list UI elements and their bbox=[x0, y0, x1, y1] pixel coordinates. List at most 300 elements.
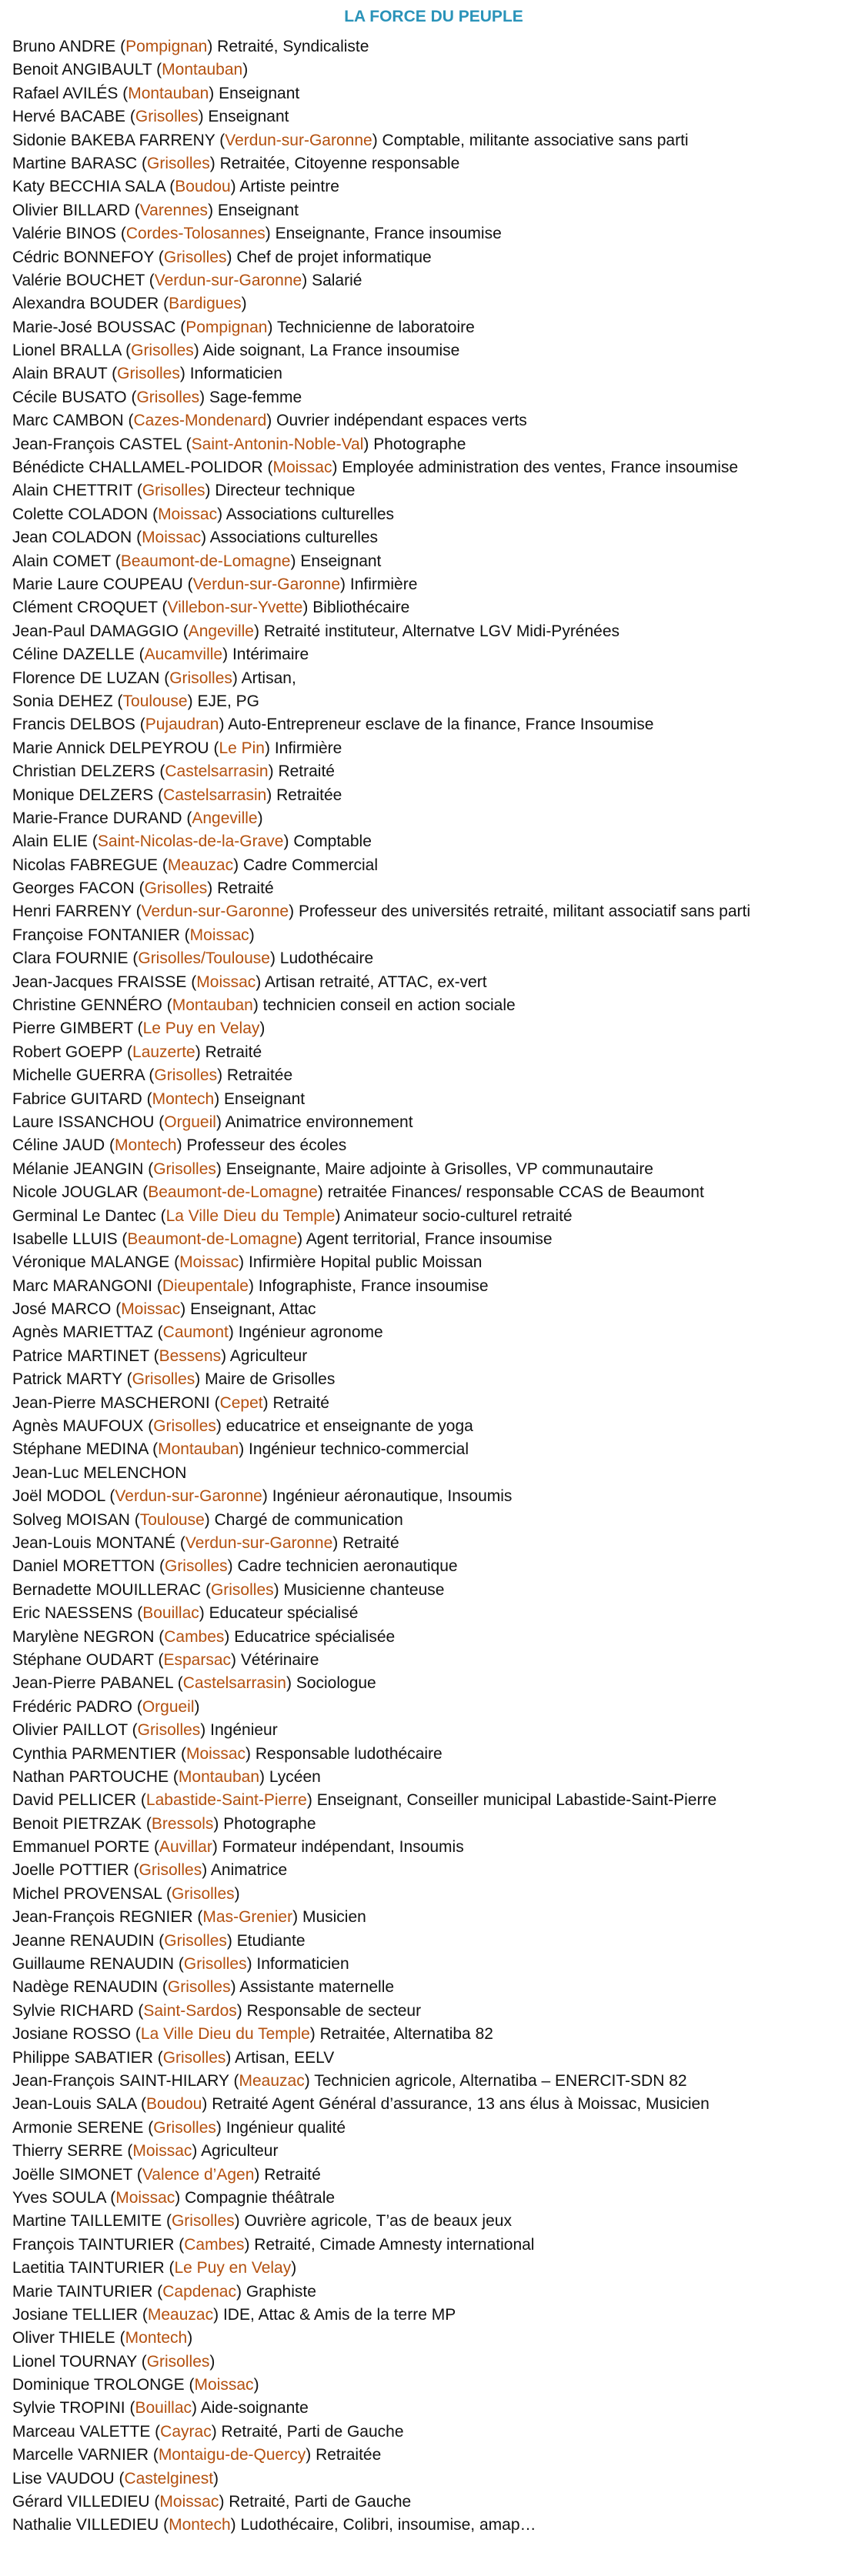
signatory-entry: Pierre GIMBERT (Le Puy en Velay) bbox=[12, 1019, 266, 1038]
signatory-city: Beaumont-de-Lomagne bbox=[127, 1230, 298, 1248]
signatory-description: Animatrice environnement bbox=[225, 1113, 413, 1131]
signatory-name: Benoit ANGIBAULT bbox=[12, 61, 152, 79]
signatory-entry: Alain ELIE (Saint-Nicolas-de-la-Grave) Comptable bbox=[12, 833, 372, 851]
signatory-entry: Florence DE LUZAN (Grisolles) Artisan, bbox=[12, 669, 296, 687]
signatory-description: Retraité bbox=[342, 1534, 399, 1552]
signatory-entry: Marc MARANGONI (Dieupentale) Infographiste, France insoumise bbox=[12, 1276, 489, 1295]
signatory-name: Germinal Le Dantec bbox=[12, 1206, 156, 1225]
signatory-name: Jean-Pierre MASCHERONI bbox=[12, 1393, 210, 1412]
signatory-description: Ludothécaire bbox=[279, 949, 374, 968]
signatory-name: Christian DELZERS bbox=[12, 762, 155, 781]
signatory-description: Ingénieur bbox=[210, 1721, 278, 1740]
signatory-description: Agriculteur bbox=[201, 2142, 279, 2161]
signatory-name: Jean-François CASTEL bbox=[12, 435, 182, 453]
signatory-name: Sylvie RICHARD bbox=[12, 2001, 134, 2020]
signatory-city: Montech bbox=[125, 2329, 188, 2347]
signatory-name: Martine TAILLEMITE bbox=[12, 2212, 162, 2231]
signatory-entry: Joëlle SIMONET (Valence d’Agen) Retraité bbox=[12, 2165, 321, 2184]
signatory-description: Artisan, bbox=[241, 669, 296, 687]
signatory-entry: Jean-Paul DAMAGGIO (Angeville) Retraité instituteur, Alternatve LGV Midi-Pyrénées bbox=[12, 622, 620, 640]
signatory-entry: Jeanne RENAUDIN (Grisolles) Etudiante bbox=[12, 1931, 306, 1950]
signatory-name: Joël MODOL bbox=[12, 1487, 105, 1506]
signatory-city: Varennes bbox=[139, 201, 209, 219]
signatory-description: Graphiste bbox=[245, 2282, 316, 2301]
signatory-description: Informaticien bbox=[256, 1955, 349, 1974]
signatory-city: Aucamville bbox=[144, 646, 223, 664]
signatory-entry: Marcelle VARNIER (Montaigu-de-Quercy) Retraitée bbox=[12, 2446, 382, 2464]
signatory-entry: Céline JAUD (Montech) Professeur des écoles bbox=[12, 1136, 347, 1155]
signatory-city: La Ville Dieu du Temple bbox=[140, 2025, 310, 2044]
signatory-city: Grisolles bbox=[136, 388, 200, 406]
signatory-name: Bernadette MOUILLERAC bbox=[12, 1580, 202, 1599]
signatory-entry: Sylvie TROPINI (Bouillac) Aide-soignante bbox=[12, 2399, 309, 2418]
signatory-entry: Jean-Louis SALA (Boudou) Retraité Agent Général d’assurance, 13 ans élus à Moissac, Musicien bbox=[12, 2095, 710, 2114]
signatory-description: Retraité instituteur, Alternatve LGV Midi-Pyrénées bbox=[263, 622, 620, 640]
signatory-description: Artiste peintre bbox=[239, 178, 339, 196]
signatory-description: Agent territorial, France insoumise bbox=[306, 1230, 553, 1248]
signatory-entry: Nadège RENAUDIN (Grisolles) Assistante maternelle bbox=[12, 1978, 395, 1997]
signatory-entry: Georges FACON (Grisolles) Retraité bbox=[12, 879, 274, 898]
signatory-entry: Marie TAINTURIER (Capdenac) Graphiste bbox=[12, 2282, 316, 2301]
signatory-name: Guillaume RENAUDIN bbox=[12, 1955, 175, 1974]
signatory-description: Comptable bbox=[293, 833, 372, 851]
signatory-city: Lauzerte bbox=[132, 1043, 195, 1061]
signatory-name: Patrice MARTINET bbox=[12, 1346, 149, 1365]
signatory-city: Angeville bbox=[188, 622, 254, 640]
signatory-entry: Jean-Pierre MASCHERONI (Cepet) Retraité bbox=[12, 1393, 329, 1412]
signatory-city: Montauban bbox=[128, 84, 209, 102]
signatory-entry: Fabrice GUITARD (Montech) Enseignant bbox=[12, 1089, 306, 1108]
signatory-description: Retraitée, Citoyenne responsable bbox=[219, 154, 460, 172]
signatory-description: Infirmière bbox=[274, 739, 342, 757]
signatory-city: Cepet bbox=[219, 1393, 263, 1412]
signatory-name: Oliver THIELE bbox=[12, 2329, 115, 2347]
signatory-name: Mélanie JEANGIN bbox=[12, 1160, 144, 1178]
signatory-city: Grisolles bbox=[131, 342, 194, 360]
signatory-city: Grisolles bbox=[164, 1931, 227, 1950]
signatory-entry: Francis DELBOS (Pujaudran) Auto-Entrepreneur esclave de la finance, France Insoumise bbox=[12, 716, 654, 734]
page-title: LA FORCE DU PEUPLE bbox=[344, 8, 523, 25]
signatory-city: Toulouse bbox=[139, 1510, 205, 1529]
signatory-city: Cordes-Tolosannes bbox=[125, 225, 266, 243]
signatory-name: Céline JAUD bbox=[12, 1136, 105, 1155]
signatory-name: Valérie BINOS bbox=[12, 225, 116, 243]
signatory-city: Boudou bbox=[175, 178, 231, 196]
signatory-city: Castelsarrasin bbox=[182, 1674, 286, 1693]
signatory-entry: Jean-Pierre PABANEL (Castelsarrasin) Sociologue bbox=[12, 1674, 376, 1693]
signatory-city: Orgueil bbox=[164, 1113, 216, 1131]
signatory-name: Frédéric PADRO bbox=[12, 1697, 132, 1716]
signatory-entry: Nathan PARTOUCHE (Montauban) Lycéen bbox=[12, 1767, 321, 1786]
signatory-name: Marie TAINTURIER bbox=[12, 2282, 153, 2301]
signatory-city: Grisolles bbox=[153, 1417, 216, 1436]
signatory-description: Maire de Grisolles bbox=[205, 1370, 336, 1389]
signatory-entry: Laetitia TAINTURIER (Le Puy en Velay) bbox=[12, 2259, 297, 2277]
signatory-entry: Yves SOULA (Moissac) Compagnie théâtrale bbox=[12, 2188, 336, 2207]
signatory-description: Professeur des écoles bbox=[186, 1136, 347, 1155]
signatory-entry: Agnès MARIETTAZ (Caumont) Ingénieur agronome bbox=[12, 1323, 383, 1342]
signatory-entry: François TAINTURIER (Cambes) Retraité, Cimade Amnesty international bbox=[12, 2235, 535, 2254]
signatory-entry: Bénédicte CHALLAMEL-POLIDOR (Moissac) Employée administration des ventes, France insoumise bbox=[12, 459, 739, 477]
signatory-city: Grisolles bbox=[171, 1884, 235, 1903]
signatory-description: Photographe bbox=[373, 435, 466, 453]
signatory-name: Francis DELBOS bbox=[12, 716, 135, 734]
signatory-name: Céline DAZELLE bbox=[12, 646, 135, 664]
signatory-name: Agnès MARIETTAZ bbox=[12, 1323, 153, 1342]
signatory-name: Jean-François REGNIER bbox=[12, 1908, 193, 1927]
signatory-name: Cédric BONNEFOY bbox=[12, 248, 154, 266]
signatory-description: Intérimaire bbox=[232, 646, 309, 664]
signatory-name: Georges FACON bbox=[12, 879, 135, 898]
signatory-name: Nathalie VILLEDIEU bbox=[12, 2516, 159, 2534]
signatory-name: Yves SOULA bbox=[12, 2188, 106, 2207]
signatory-entry: Katy BECCHIA SALA (Boudou) Artiste peintre bbox=[12, 178, 339, 196]
signatory-name: Josiane ROSSO bbox=[12, 2025, 132, 2044]
signatory-city: Montauban bbox=[178, 1767, 260, 1786]
signatory-city: Montaigu-de-Quercy bbox=[158, 2446, 306, 2464]
signatory-city: Valence d’Agen bbox=[142, 2165, 255, 2184]
signatory-entry: Jean-Louis MONTANÉ (Verdun-sur-Garonne) Retraité bbox=[12, 1534, 399, 1552]
signatory-name: Clément CROQUET bbox=[12, 599, 158, 617]
signatory-city: Labastide-Saint-Pierre bbox=[145, 1791, 307, 1810]
signatory-name: Laure ISSANCHOU bbox=[12, 1113, 155, 1131]
signatory-entry: Henri FARRENY (Verdun-sur-Garonne) Professeur des universités retraité, militant associatif sans parti bbox=[12, 903, 751, 921]
signatory-description: Retraité bbox=[278, 762, 335, 781]
signatory-entry: Rafael AVILÉS (Montauban) Enseignant bbox=[12, 84, 300, 102]
signatory-city: Moissac bbox=[132, 2142, 192, 2161]
signatory-city: Grisolles bbox=[164, 1557, 228, 1576]
signatory-entry: Christian DELZERS (Castelsarrasin) Retraité bbox=[12, 762, 335, 781]
signatory-name: Dominique TROLONGE bbox=[12, 2376, 185, 2394]
signatory-name: Marylène NEGRON bbox=[12, 1627, 155, 1646]
signatory-city: Moissac bbox=[115, 2188, 175, 2207]
signatory-name: Jean-Paul DAMAGGIO bbox=[12, 622, 179, 640]
signatory-name: Sylvie TROPINI bbox=[12, 2399, 125, 2418]
signatory-city: Moissac bbox=[272, 459, 332, 477]
signatory-name: Françoise FONTANIER bbox=[12, 926, 180, 944]
signatory-city: Grisolles bbox=[132, 1370, 195, 1389]
signatory-entry: Françoise FONTANIER (Moissac) bbox=[12, 926, 255, 944]
signatory-city: Bouillac bbox=[142, 1604, 199, 1623]
signatory-city: Pompignan bbox=[125, 38, 208, 55]
signatory-description: Ingénieur agronome bbox=[238, 1323, 383, 1342]
signatory-description: Retraitée bbox=[316, 2446, 382, 2464]
signatory-city: Meauzac bbox=[239, 2071, 305, 2090]
signatory-entry: Christine GENNÉRO (Montauban) technicien conseil en action sociale bbox=[12, 996, 516, 1015]
signatory-name: Fabrice GUITARD bbox=[12, 1089, 142, 1108]
signatory-city: Grisolles bbox=[142, 482, 205, 500]
signatory-city: Meauzac bbox=[147, 2305, 214, 2324]
signatory-city: Montauban bbox=[162, 61, 243, 79]
signatory-city: Moissac bbox=[194, 2376, 254, 2394]
signatory-description: Ouvrière agricole, T’as de beaux jeux bbox=[244, 2212, 512, 2231]
signatory-city: Grisolles bbox=[147, 154, 210, 172]
signatory-description: Associations culturelles bbox=[209, 529, 379, 547]
signatory-description: Sociologue bbox=[296, 1674, 376, 1693]
signatory-name: Josiane TELLIER bbox=[12, 2305, 139, 2324]
signatory-city: Dieupentale bbox=[162, 1276, 249, 1295]
signatory-city: Grisolles/Toulouse bbox=[138, 949, 270, 968]
signatory-entry: Patrick MARTY (Grisolles) Maire de Grisolles bbox=[12, 1370, 336, 1389]
signatory-description: Cadre Commercial bbox=[242, 856, 378, 874]
signatory-city: Montauban bbox=[172, 996, 253, 1015]
signatory-description: Ouvrier indépendant espaces verts bbox=[276, 412, 527, 430]
signatory-entry: Lise VAUDOU (Castelginest) bbox=[12, 2469, 219, 2488]
signatory-description: Retraité bbox=[272, 1393, 329, 1412]
signatory-name: Stéphane OUDART bbox=[12, 1650, 154, 1669]
signatory-name: Philippe SABATIER bbox=[12, 2048, 153, 2067]
signatory-name: Jean-Jacques FRAISSE bbox=[12, 973, 187, 991]
signatory-entry: Jean COLADON (Moissac) Associations culturelles bbox=[12, 529, 379, 547]
signatory-name: David PELLICER bbox=[12, 1791, 137, 1810]
signatory-entry: Josiane TELLIER (Meauzac) IDE, Attac & Amis de la terre MP bbox=[12, 2305, 456, 2324]
signatory-name: Jean-François SAINT-HILARY bbox=[12, 2071, 229, 2090]
signatory-city: Grisolles bbox=[171, 2212, 235, 2231]
signatory-entry: Nathalie VILLEDIEU (Montech) Ludothécaire, Colibri, insoumise, amap… bbox=[12, 2516, 536, 2534]
signatory-name: Gérard VILLEDIEU bbox=[12, 2493, 150, 2511]
signatory-entry: Marylène NEGRON (Cambes) Educatrice spécialisée bbox=[12, 1627, 396, 1646]
signatory-entry: Oliver THIELE (Montech) bbox=[12, 2329, 193, 2347]
signatory-entry: Patrice MARTINET (Bessens) Agriculteur bbox=[12, 1346, 308, 1365]
signatory-description: Animateur socio-culturel retraité bbox=[344, 1206, 573, 1225]
signatory-city: Angeville bbox=[192, 809, 258, 827]
signatory-name: Armonie SERENE bbox=[12, 2118, 144, 2137]
signatory-entry: Jean-François REGNIER (Mas-Grenier) Musicien bbox=[12, 1908, 366, 1927]
signatory-city: Moissac bbox=[158, 505, 218, 523]
signatory-description: Photographe bbox=[223, 1814, 316, 1833]
signatory-city: Boudou bbox=[145, 2095, 202, 2114]
signatory-city: Grisolles bbox=[210, 1580, 274, 1599]
signatory-entry: Guillaume RENAUDIN (Grisolles) Informaticien bbox=[12, 1955, 349, 1974]
signatory-entry: Céline DAZELLE (Aucamville) Intérimaire bbox=[12, 646, 309, 664]
signatory-city: Castelsarrasin bbox=[165, 762, 269, 781]
signatory-description: Retraité bbox=[205, 1043, 262, 1061]
signatory-description: Chargé de communication bbox=[214, 1510, 403, 1529]
signatory-name: Marc CAMBON bbox=[12, 412, 124, 430]
signatory-description: Musicienne chanteuse bbox=[283, 1580, 445, 1599]
signatory-description: Lycéen bbox=[269, 1767, 321, 1786]
signatory-description: Retraitée bbox=[226, 1066, 293, 1085]
signatory-entry: Lionel BRALLA (Grisolles) Aide soignant, La France insoumise bbox=[12, 342, 460, 360]
signatory-description: Associations culturelles bbox=[225, 505, 395, 523]
signatory-name: Jean-Louis MONTANÉ bbox=[12, 1534, 176, 1552]
signatory-description: Educateur spécialisé bbox=[209, 1604, 359, 1623]
signatory-entry: Cécile BUSATO (Grisolles) Sage-femme bbox=[12, 388, 302, 406]
signatory-entry: Marc CAMBON (Cazes-Mondenard) Ouvrier indépendant espaces verts bbox=[12, 412, 527, 430]
signatory-name: Marie-José BOUSSAC bbox=[12, 318, 176, 336]
signatory-city: Grisolles bbox=[183, 1955, 247, 1974]
signatory-name: Olivier PAILLOT bbox=[12, 1721, 128, 1740]
signatory-entry: Marie Annick DELPEYROU (Le Pin) Infirmière bbox=[12, 739, 342, 757]
signatory-description: Retraitée bbox=[276, 786, 342, 804]
signatory-city: Castelginest bbox=[124, 2469, 214, 2488]
signatory-city: Verdun-sur-Garonne bbox=[141, 903, 289, 921]
signatory-description: Infirmière Hopital public Moissan bbox=[248, 1253, 483, 1272]
signatory-name: Monique DELZERS bbox=[12, 786, 154, 804]
signatory-city: Moissac bbox=[189, 926, 249, 944]
signatory-description: IDE, Attac & Amis de la terre MP bbox=[222, 2305, 456, 2324]
signatory-name: Patrick MARTY bbox=[12, 1370, 122, 1389]
signatory-city: Grisolles bbox=[144, 879, 208, 898]
signatory-name: Alain ELIE bbox=[12, 833, 89, 851]
signatory-name: Cécile BUSATO bbox=[12, 388, 127, 406]
signatory-name: Henri FARRENY bbox=[12, 903, 132, 921]
signatory-entry: Nicole JOUGLAR (Beaumont-de-Lomagne) retraitée Finances/ responsable CCAS de Beaumont bbox=[12, 1183, 704, 1202]
signatory-description: Directeur technique bbox=[215, 482, 356, 500]
signatory-city: Cazes-Mondenard bbox=[133, 412, 267, 430]
signatory-name: Jeanne RENAUDIN bbox=[12, 1931, 155, 1950]
signatory-description: Ingénieur qualité bbox=[225, 2118, 346, 2137]
signatory-name: Florence DE LUZAN bbox=[12, 669, 160, 687]
signatory-description: Retraité bbox=[264, 2165, 321, 2184]
signatory-city: Bressols bbox=[151, 1814, 214, 1833]
signatory-name: Stéphane MEDINA bbox=[12, 1440, 149, 1459]
signatory-entry: Marceau VALETTE (Cayrac) Retraité, Parti de Gauche bbox=[12, 2422, 404, 2441]
signatory-city: Moissac bbox=[121, 1300, 181, 1319]
signatory-city: Cayrac bbox=[160, 2422, 212, 2441]
signatory-city: Grisolles bbox=[146, 2352, 210, 2371]
signatory-entry: Mélanie JEANGIN (Grisolles) Enseignante, Maire adjointe à Grisolles, VP communautaire bbox=[12, 1160, 653, 1178]
signatory-entry: Jean-François SAINT-HILARY (Meauzac) Technicien agricole, Alternatiba – ENERCIT-SDN 82 bbox=[12, 2071, 687, 2090]
signatory-entry: Bernadette MOUILLERAC (Grisolles) Musicienne chanteuse bbox=[12, 1580, 445, 1599]
signatory-entry: Sylvie RICHARD (Saint-Sardos) Responsable de secteur bbox=[12, 2001, 422, 2020]
signatory-city: Grisolles bbox=[167, 1978, 231, 1997]
signatory-entry: Sonia DEHEZ (Toulouse) EJE, PG bbox=[12, 692, 259, 710]
signatory-name: Marie-France DURAND bbox=[12, 809, 182, 827]
signatory-name: Cynthia PARMENTIER bbox=[12, 1744, 177, 1763]
signatory-city: Grisolles bbox=[162, 2048, 226, 2067]
signatory-city: Moissac bbox=[159, 2493, 219, 2511]
signatory-name: Pierre GIMBERT bbox=[12, 1019, 133, 1038]
signatory-entry: José MARCO (Moissac) Enseignant, Attac bbox=[12, 1300, 316, 1319]
signatory-city: Saint-Nicolas-de-la-Grave bbox=[97, 833, 284, 851]
signatory-name: Nathan PARTOUCHE bbox=[12, 1767, 169, 1786]
signatory-name: Michelle GUERRA bbox=[12, 1066, 145, 1085]
signatory-city: Caumont bbox=[162, 1323, 229, 1342]
signatory-entry: Sidonie BAKEBA FARRENY (Verdun-sur-Garonne) Comptable, militante associative sans parti bbox=[12, 131, 689, 149]
signatory-description: Vétérinaire bbox=[240, 1650, 319, 1669]
signatory-name: Daniel MORETTON bbox=[12, 1557, 155, 1576]
signatory-city: Grisolles bbox=[154, 1066, 218, 1085]
signatory-description: Enseignant, Attac bbox=[190, 1300, 316, 1319]
signatory-description: Artisan retraité, ATTAC, ex-vert bbox=[264, 973, 487, 991]
signatory-name: Jean-Louis SALA bbox=[12, 2095, 137, 2114]
signatory-city: Grisolles bbox=[163, 248, 227, 266]
signatory-entry: Valérie BOUCHET (Verdun-sur-Garonne) Salarié bbox=[12, 271, 362, 289]
signatory-description: Auto-Entrepreneur esclave de la finance, France Insoumise bbox=[228, 716, 654, 734]
signatory-description: Salarié bbox=[312, 271, 362, 289]
signatory-name: Eric NAESSENS bbox=[12, 1604, 133, 1623]
signatory-name: Alexandra BOUDER bbox=[12, 295, 159, 313]
signatory-name: Alain CHETTRIT bbox=[12, 482, 132, 500]
signatory-name: Véronique MALANGE bbox=[12, 1253, 170, 1272]
signatory-name: Michel PROVENSAL bbox=[12, 1884, 162, 1903]
signatory-list bbox=[12, 35, 855, 2538]
signatory-description: Formateur indépendant, Insoumis bbox=[222, 1838, 464, 1857]
signatory-city: Beaumont-de-Lomagne bbox=[148, 1183, 318, 1202]
signatory-city: Grisolles bbox=[135, 108, 199, 126]
signatory-name: Marie Laure COUPEAU bbox=[12, 575, 183, 593]
signatory-name: Olivier BILLARD bbox=[12, 201, 130, 219]
signatory-city: Montauban bbox=[158, 1440, 239, 1459]
signatory-description: Infographiste, France insoumise bbox=[258, 1276, 489, 1295]
signatory-city: Montech bbox=[169, 2516, 231, 2534]
signatory-name: Nicole JOUGLAR bbox=[12, 1183, 139, 1202]
signatory-entry bbox=[12, 1462, 855, 1485]
signatory-description: Ingénieur technico-commercial bbox=[249, 1440, 469, 1459]
signatory-name: Benoit PIETRZAK bbox=[12, 1814, 142, 1833]
signatory-city: Orgueil bbox=[142, 1697, 195, 1716]
signatory-name: Clara FOURNIE bbox=[12, 949, 129, 968]
signatory-name: Alain COMET bbox=[12, 552, 111, 570]
signatory-city: Grisolles bbox=[117, 365, 180, 383]
signatory-description: Chef de projet informatique bbox=[236, 248, 432, 266]
signatory-city: Meauzac bbox=[167, 856, 234, 874]
signatory-entry: Stéphane MEDINA (Montauban) Ingénieur technico-commercial bbox=[12, 1440, 469, 1459]
signatory-entry: Dominique TROLONGE (Moissac) bbox=[12, 2376, 259, 2394]
signatory-entry: Jean-François CASTEL (Saint-Antonin-Noble-Val) Photographe bbox=[12, 435, 466, 453]
signatory-description: Enseignant bbox=[217, 201, 299, 219]
signatory-description: Responsable ludothécaire bbox=[255, 1744, 443, 1763]
signatory-entry: Michel PROVENSAL (Grisolles) bbox=[12, 1884, 240, 1903]
signatory-name: Marcelle VARNIER bbox=[12, 2446, 149, 2464]
signatory-description: retraitée Finances/ responsable CCAS de Beaumont bbox=[327, 1183, 704, 1202]
signatory-name: Lionel TOURNAY bbox=[12, 2352, 137, 2371]
signatory-entry: Martine BARASC (Grisolles) Retraitée, Citoyenne responsable bbox=[12, 154, 460, 172]
signatory-name: Alain BRAUT bbox=[12, 365, 108, 383]
signatory-description: Retraitée, Alternatiba 82 bbox=[319, 2025, 493, 2044]
signatory-name: Jean-Pierre PABANEL bbox=[12, 1674, 173, 1693]
signatory-city: Cambes bbox=[164, 1627, 225, 1646]
signatory-name: Emmanuel PORTE bbox=[12, 1838, 150, 1857]
signatory-description: technicien conseil en action sociale bbox=[262, 996, 516, 1015]
signatory-city: Verdun-sur-Garonne bbox=[185, 1534, 333, 1552]
signatory-entry: Clément CROQUET (Villebon-sur-Yvette) Bibliothécaire bbox=[12, 599, 410, 617]
signatory-description: Retraité bbox=[217, 879, 274, 898]
signatory-description: Musicien bbox=[302, 1908, 366, 1927]
signatory-description: Technicien agricole, Alternatiba – ENERCIT-SDN 82 bbox=[314, 2071, 687, 2090]
signatory-name: Isabelle LLUIS bbox=[12, 1230, 118, 1248]
signatory-entry: Olivier PAILLOT (Grisolles) Ingénieur bbox=[12, 1721, 278, 1740]
signatory-city: Moissac bbox=[179, 1253, 239, 1272]
signatory-entry: Germinal Le Dantec (La Ville Dieu du Temple) Animateur socio-culturel retraité bbox=[12, 1206, 573, 1225]
signatory-city: Castelsarrasin bbox=[163, 786, 267, 804]
signatory-name: Laetitia TAINTURIER bbox=[12, 2259, 165, 2277]
signatory-description: Sage-femme bbox=[209, 388, 302, 406]
signatory-description: Aide soignant, La France insoumise bbox=[202, 342, 460, 360]
signatory-description: Enseignant bbox=[224, 1089, 306, 1108]
signatory-description: Enseignant bbox=[219, 84, 300, 102]
signatory-entry: Cynthia PARMENTIER (Moissac) Responsable ludothécaire bbox=[12, 1744, 443, 1763]
signatory-city: Villebon-sur-Yvette bbox=[167, 599, 303, 617]
signatory-entry: Bruno ANDRE (Pompignan) Retraité, Syndicaliste bbox=[12, 38, 369, 55]
signatory-name: Hervé BACABE bbox=[12, 108, 126, 126]
signatory-city: Pompignan bbox=[185, 318, 268, 336]
signatory-city: Pujaudran bbox=[145, 716, 219, 734]
signatory-description: Retraité, Syndicaliste bbox=[217, 38, 369, 55]
signatory-city: Saint-Sardos bbox=[143, 2001, 237, 2020]
signatory-entry: David PELLICER (Labastide-Saint-Pierre) Enseignant, Conseiller municipal Labastide-Saint-Pierre bbox=[12, 1791, 717, 1810]
signatory-city: Bessens bbox=[159, 1346, 222, 1365]
signatory-name: Agnès MAUFOUX bbox=[12, 1417, 144, 1436]
signatory-description: Assistante maternelle bbox=[239, 1978, 395, 1997]
signatory-description: Infirmière bbox=[349, 575, 418, 593]
signatory-city: Capdenac bbox=[162, 2282, 236, 2301]
signatory-entry: Lionel TOURNAY (Grisolles) bbox=[12, 2352, 215, 2371]
signatory-name: François TAINTURIER bbox=[12, 2235, 175, 2254]
signatory-city: Toulouse bbox=[122, 692, 188, 710]
signatory-name: Lise VAUDOU bbox=[12, 2469, 115, 2488]
